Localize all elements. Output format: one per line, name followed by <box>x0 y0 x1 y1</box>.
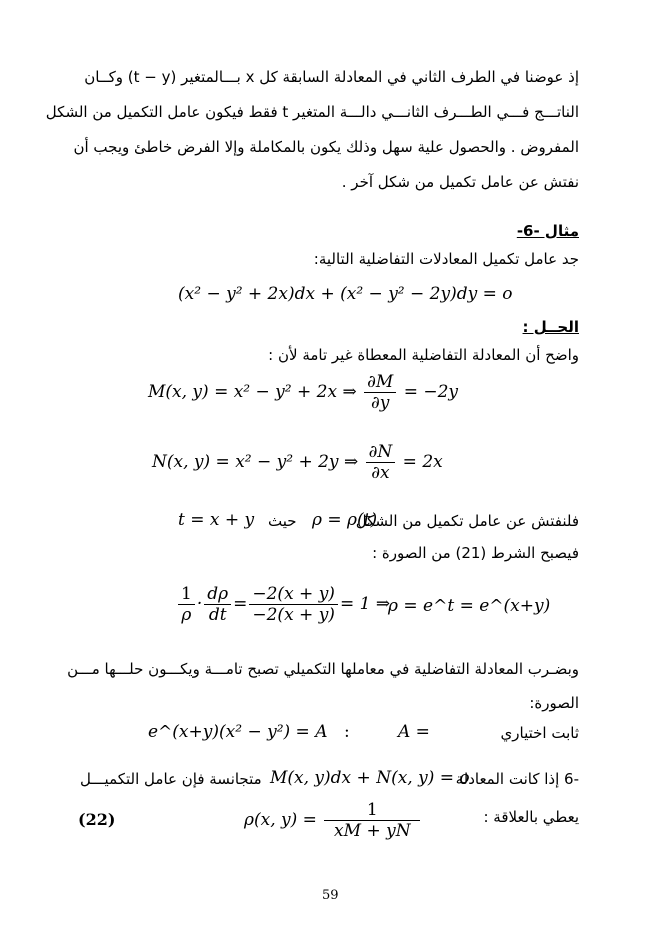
rho-fraction-num: 1 <box>324 800 420 821</box>
solution-colon: : <box>344 722 350 742</box>
multiply-line-2: الصورة: <box>529 694 579 712</box>
m-lhs: M(x, y) = x² − y² + 2x ⇒ <box>148 382 357 402</box>
condition-result: = 1 ⇒ <box>339 594 391 614</box>
n-fraction-num: ∂N <box>366 442 396 463</box>
m-fraction-num: ∂M <box>364 372 396 393</box>
m-fraction <box>364 372 396 413</box>
paragraph-line-4: نفتش عن عامل تكميل من شكل آخر . <box>341 173 579 191</box>
condition-text: فيصبح الشرط (21) من الصورة : <box>372 544 579 562</box>
frac-3-den: −2(x + y) <box>252 605 335 625</box>
n-lhs: N(x, y) = x² − y² + 2y ⇒ <box>152 452 359 472</box>
frac-2-num: dρ <box>204 584 231 605</box>
rho-lhs: ρ(x, y) = <box>244 810 317 830</box>
frac-1 <box>178 584 195 625</box>
point6-text-a: -6 إذا كانت المعادلة <box>455 770 579 788</box>
search-t: t = x + y <box>178 510 255 530</box>
solution-heading: الحــل : <box>522 318 579 336</box>
solution-line-1: واضح أن المعادلة التفاضلية المعطاة غير تامة لأن : <box>268 346 579 364</box>
m-fraction-den: ∂y <box>371 393 390 413</box>
condition-equation: $\frac{1}{\rho}$ · $\frac{d\rho}{dt}$ = $\frac{-2(x + y)}{-2(x + y)}$ = 1 ⇒ <box>176 584 390 625</box>
point6-equation: M(x, y)dx + N(x, y) = o <box>270 768 470 788</box>
equation-number: (22) <box>78 810 116 829</box>
paragraph-line-3: المفروض . والحصول علية سهل وذلك يكون بالمكاملة وإلا الفرض خاطئ ويجب أن <box>73 138 579 156</box>
search-where: حيث <box>268 512 297 530</box>
rho-formula <box>244 800 422 841</box>
paragraph-line-1: إذ عوضنا في الطرف الثاني في المعادلة السابقة كل x بـــالمتغير (t − y) وكــان <box>84 68 579 86</box>
frac-1-den: ρ <box>181 605 192 625</box>
n-fraction <box>366 442 396 483</box>
frac-1-num: 1 <box>178 584 195 605</box>
search-rho: ρ = ρ(t) <box>312 510 378 530</box>
search-text: فلنفتش عن عامل تكميل من الشكل <box>355 512 579 530</box>
example-task: جد عامل تكميل المعادلات التفاضلية التالية: <box>313 250 579 268</box>
constant-eq: A = <box>398 722 430 742</box>
solution-equation: e^(x+y)(x² − y²) = A <box>148 722 328 742</box>
paragraph-line-2: الناتـــج فـــي الطـــرف الثانـــي دالـــة المتغير t فقط فيكون عامل التكميل من الشكل <box>45 103 579 121</box>
multiply-line-1: وبضـرب المعادلة التفاضلية في معاملها التكميلي تصبح تامـــة ويكـــون حلـــها مـــن <box>67 660 579 678</box>
page-number: 59 <box>322 888 339 903</box>
rho-fraction-den: xM + yN <box>334 821 411 841</box>
frac-2 <box>204 584 231 625</box>
point6-given: يعطي بالعلاقة : <box>483 808 579 826</box>
frac-3-num: −2(x + y) <box>249 584 338 605</box>
rho-fraction <box>324 800 420 841</box>
rho-result: ρ = e^t = e^(x+y) <box>388 596 551 616</box>
m-derivative-equation <box>148 372 458 413</box>
frac-3 <box>249 584 338 625</box>
constant-text: ثابت اختياري <box>500 724 579 742</box>
example-equation: (x² − y² + 2x)dx + (x² − y² − 2y)dy = o <box>178 284 513 304</box>
n-derivative-equation <box>152 442 443 483</box>
n-rhs: = 2x <box>402 452 443 472</box>
n-fraction-den: ∂x <box>371 463 390 483</box>
m-rhs: = −2y <box>403 382 459 402</box>
example-heading: مثال -6- <box>516 222 579 240</box>
point6-text-b: متجانسة فإن عامل التكميـــل <box>80 770 262 788</box>
frac-2-den: dt <box>208 605 227 625</box>
